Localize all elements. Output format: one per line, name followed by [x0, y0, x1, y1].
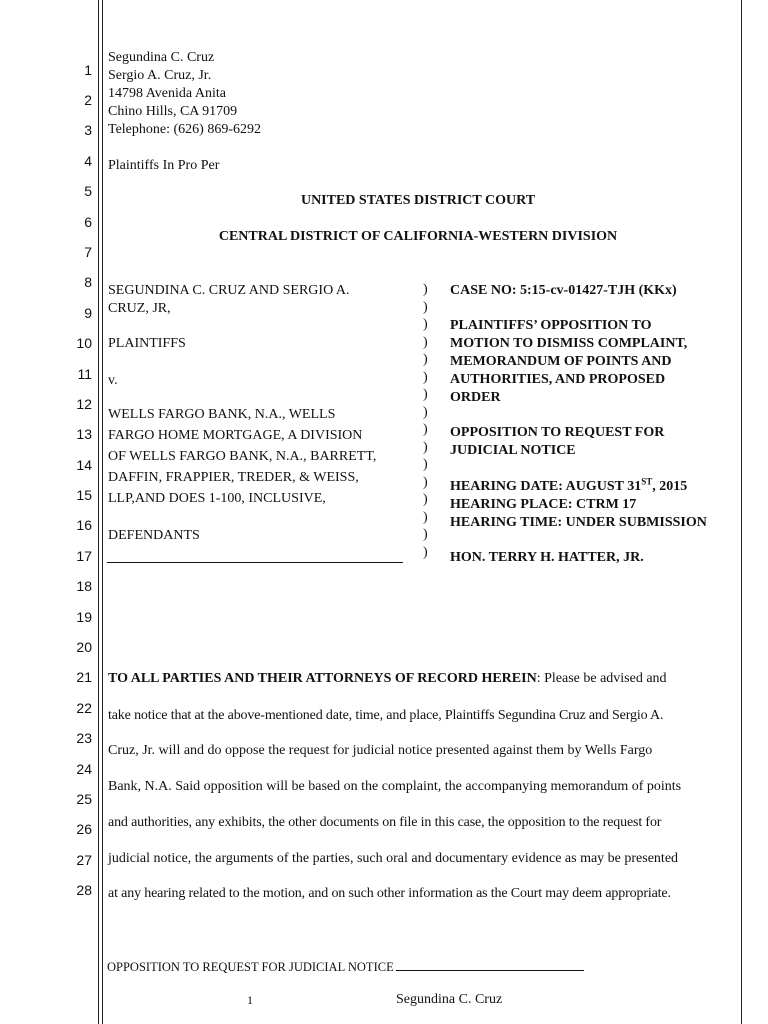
line-number: 26 [76, 821, 92, 837]
body-line-1 [108, 670, 667, 688]
line-number: 28 [76, 882, 92, 898]
hearing-date [450, 478, 687, 496]
caption-parentheses [423, 281, 428, 561]
paren: ) [423, 422, 428, 437]
paren: ) [423, 387, 428, 402]
plaintiff-line-2: CRUZ, JR, [108, 301, 171, 316]
defendant-line-1: WELLS FARGO BANK, N.A., WELLS [108, 407, 336, 422]
line-number: 9 [84, 305, 92, 321]
line-number: 4 [84, 153, 92, 169]
margin-rule-left-inner [102, 0, 103, 1024]
telephone: Telephone: (626) 869-6292 [108, 122, 261, 137]
party-name-2: Sergio A. Cruz, Jr. [108, 68, 212, 83]
margin-rule-right [741, 0, 742, 1024]
paren: ) [423, 457, 428, 472]
footer-title: OPPOSITION TO REQUEST FOR JUDICIAL NOTICE [107, 960, 394, 974]
court-name: UNITED STATES DISTRICT COURT [300, 193, 536, 208]
margin-rule-left-outer [98, 0, 99, 1024]
paren: ) [423, 527, 428, 542]
paren: ) [423, 474, 428, 490]
body-line-7: at any hearing related to the motion, and on such other information as the Court may deem appropriate. [108, 886, 671, 901]
defendant-line-2: FARGO HOME MORTGAGE, A DIVISION [108, 428, 363, 443]
line-number: 20 [76, 639, 92, 655]
notice-lead-rest: : Please be advised and [536, 671, 667, 686]
body-line-5: and authorities, any exhibits, the other documents on file in this case, the opposition to the request for [108, 815, 662, 830]
line-number: 24 [76, 761, 92, 777]
document-title-2: MOTION TO DISMISS COMPLAINT, [450, 336, 688, 351]
paren: ) [423, 282, 428, 297]
defendants-label: DEFENDANTS [108, 528, 200, 543]
body-line-3: Cruz, Jr. will and do oppose the request for judicial notice presented against them by Wells Fargo [108, 743, 653, 758]
line-number: 3 [84, 122, 92, 138]
line-number: 10 [76, 335, 92, 351]
hearing-place: HEARING PLACE: CTRM 17 [450, 497, 637, 512]
line-number: 2 [84, 92, 92, 108]
page-number: 1 [247, 993, 253, 1007]
body-line-4: Bank, N.A. Said opposition will be based on the complaint, the accompanying memorandum of points [108, 779, 682, 794]
line-number: 7 [84, 244, 92, 260]
address-line-1: 14798 Avenida Anita [108, 86, 226, 101]
judge-name: HON. TERRY H. HATTER, JR. [450, 550, 644, 565]
party-name-1: Segundina C. Cruz [108, 50, 215, 65]
document-title-3: MEMORANDUM OF POINTS AND [450, 354, 672, 369]
footer-name: Segundina C. Cruz [396, 992, 503, 1007]
court-division: CENTRAL DISTRICT OF CALIFORNIA-WESTERN DIVISION [218, 229, 618, 244]
line-number: 23 [76, 730, 92, 746]
plaintiffs-label: PLAINTIFFS [108, 336, 186, 351]
paren: ) [423, 492, 428, 507]
line-number: 22 [76, 700, 92, 716]
paren: ) [423, 299, 428, 315]
caption-underline [107, 562, 403, 563]
document-title-5: ORDER [450, 390, 501, 405]
party-role: Plaintiffs In Pro Per [108, 158, 220, 173]
line-number: 5 [84, 183, 92, 199]
line-number: 19 [76, 609, 92, 625]
line-number: 25 [76, 791, 92, 807]
hearing-date-prefix: HEARING DATE: AUGUST 31 [450, 479, 642, 494]
line-number: 15 [76, 487, 92, 503]
hearing-date-ordinal: ST [641, 476, 653, 487]
paren: ) [423, 439, 428, 455]
paren: ) [423, 334, 428, 350]
line-number: 16 [76, 517, 92, 533]
line-number: 1 [84, 62, 92, 78]
paren: ) [423, 317, 428, 332]
line-number: 12 [76, 396, 92, 412]
line-number: 13 [76, 426, 92, 442]
paren: ) [423, 509, 428, 525]
footer-underline [396, 970, 584, 971]
defendant-line-3: OF WELLS FARGO BANK, N.A., BARRETT, [108, 449, 377, 464]
versus: v. [108, 373, 118, 388]
opposition-title-2: JUDICIAL NOTICE [450, 443, 576, 458]
address-line-2: Chino Hills, CA 91709 [108, 104, 238, 119]
opposition-title-1: OPPOSITION TO REQUEST FOR [450, 425, 665, 440]
body-line-6: judicial notice, the arguments of the parties, such oral and documentary evidence as may be presented [108, 851, 679, 866]
line-number: 18 [76, 578, 92, 594]
line-number: 27 [76, 852, 92, 868]
line-number: 11 [77, 366, 92, 382]
hearing-time: HEARING TIME: UNDER SUBMISSION [450, 515, 707, 530]
notice-lead: TO ALL PARTIES AND THEIR ATTORNEYS OF RECORD HEREIN [108, 671, 537, 686]
document-title-1: PLAINTIFFS’ OPPOSITION TO [450, 318, 652, 333]
line-number: 17 [76, 548, 92, 564]
line-number: 21 [76, 669, 92, 685]
line-number: 6 [84, 214, 92, 230]
paren: ) [423, 369, 428, 385]
line-number: 8 [84, 274, 92, 290]
plaintiff-line-1: SEGUNDINA C. CRUZ AND SERGIO A. [108, 283, 350, 298]
defendant-line-4: DAFFIN, FRAPPIER, TREDER, & WEISS, [108, 470, 359, 485]
line-number: 14 [76, 457, 92, 473]
paren: ) [423, 404, 428, 420]
defendant-line-5: LLP,AND DOES 1-100, INCLUSIVE, [108, 491, 326, 506]
paren: ) [423, 544, 428, 560]
hearing-date-suffix: , 2015 [652, 479, 688, 494]
document-title-4: AUTHORITIES, AND PROPOSED [450, 372, 666, 387]
body-line-2: take notice that at the above-mentioned date, time, and place, Plaintiffs Segundina Cruz and Sergio A. [108, 708, 664, 723]
case-number: CASE NO: 5:15-cv-01427-TJH (KKx) [450, 283, 677, 298]
paren: ) [423, 352, 428, 367]
